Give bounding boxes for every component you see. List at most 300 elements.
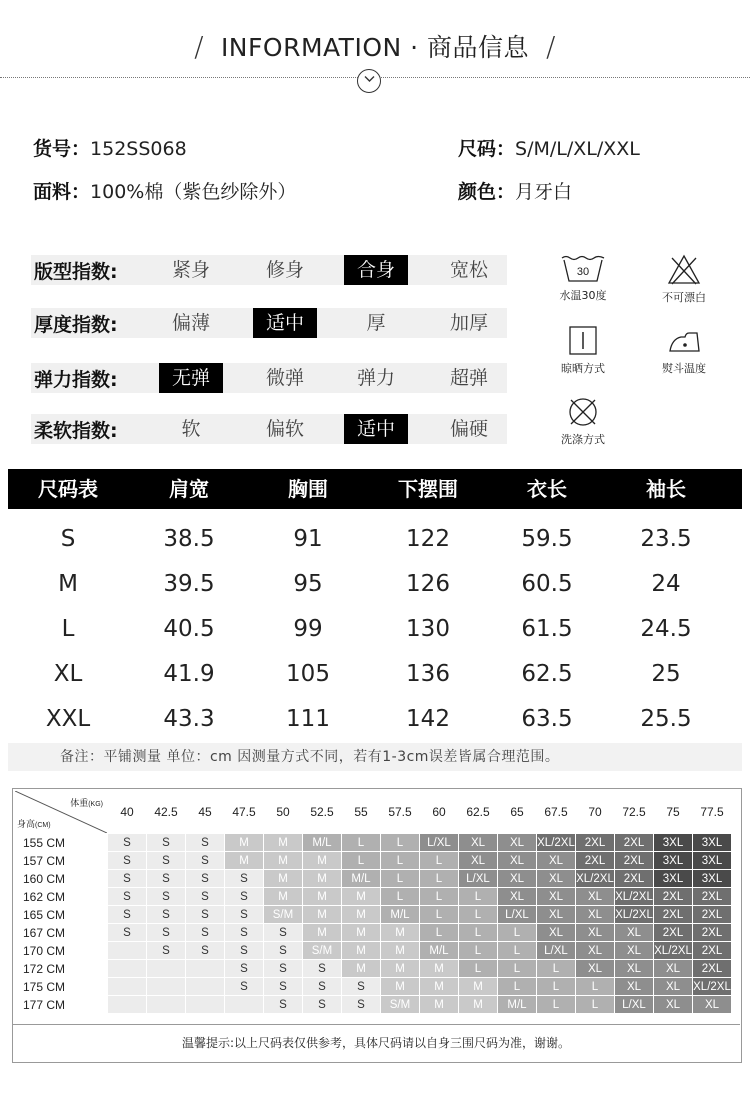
weight-header: 50 xyxy=(276,805,290,819)
fit-cell: M xyxy=(420,996,458,1013)
fit-cell: M xyxy=(225,834,263,851)
fit-cell: M xyxy=(303,888,341,905)
fit-cell: XL xyxy=(537,852,575,869)
fit-cell: L xyxy=(342,834,380,851)
height-label: 170 CM xyxy=(23,943,66,958)
weight-header: 62.5 xyxy=(466,805,490,819)
height-label: 165 CM xyxy=(23,907,66,922)
fit-cell: XL/2XL xyxy=(654,942,692,959)
color-label: 颜色： xyxy=(458,181,516,203)
fit-cell: M xyxy=(303,906,341,923)
size-table-cell: 41.9 xyxy=(163,661,215,687)
iron-icon xyxy=(667,325,701,357)
index-label: 柔软指数: xyxy=(34,420,118,442)
fit-cell: S xyxy=(186,834,224,851)
fit-cell: M xyxy=(381,942,419,959)
weight-header: 45 xyxy=(198,805,212,819)
fit-cell: S xyxy=(264,960,302,977)
page-title xyxy=(0,28,750,64)
fit-cell xyxy=(186,978,224,995)
measurement-note-text: 备注：平铺测量 单位：cm 因测量方式不同，若有1-3cm误差皆属合理范围。 xyxy=(60,749,560,765)
fit-cell: 2XL xyxy=(615,852,653,869)
fit-cell: S xyxy=(147,942,185,959)
weight-header: 67.5 xyxy=(544,805,568,819)
fit-cell: XL xyxy=(576,906,614,923)
fit-cell: S xyxy=(342,996,380,1013)
height-label: 160 CM xyxy=(23,871,66,886)
fit-cell: 2XL xyxy=(693,960,731,977)
index-row xyxy=(31,414,507,444)
fit-cell: XL xyxy=(576,924,614,941)
height-label: 157 CM xyxy=(23,853,66,868)
fit-cell: L xyxy=(342,852,380,869)
size-table-cell: 40.5 xyxy=(163,616,215,642)
fit-cell: L xyxy=(498,942,536,959)
item-number-label: 货号： xyxy=(33,138,91,160)
fit-cell: L xyxy=(459,888,497,905)
fit-cell: L xyxy=(498,960,536,977)
size-table-cell: 25 xyxy=(651,661,681,687)
fit-cell: L xyxy=(459,942,497,959)
size-table-cell: 62.5 xyxy=(521,661,573,687)
fit-cell: S xyxy=(264,996,302,1013)
fit-cell: L xyxy=(420,870,458,887)
fit-cell: L xyxy=(420,906,458,923)
care-wash xyxy=(543,254,623,303)
size-table-cell: S xyxy=(60,526,76,552)
size-header-cell: 胸围 xyxy=(288,477,328,501)
care-iron xyxy=(644,325,724,376)
fit-cell: M xyxy=(342,960,380,977)
fit-cell: M xyxy=(303,924,341,941)
fit-cell: S xyxy=(186,906,224,923)
size-table-cell: 111 xyxy=(286,706,330,732)
fit-cell: 2XL xyxy=(693,888,731,905)
fit-cell: M xyxy=(342,924,380,941)
fit-cell: XL xyxy=(615,960,653,977)
care-wash-method xyxy=(543,396,623,447)
fit-cell: S xyxy=(186,942,224,959)
index-option: 修身 xyxy=(265,259,304,281)
fit-chart-row xyxy=(15,996,731,1013)
fit-cell: L xyxy=(459,906,497,923)
size-table-cell: 142 xyxy=(406,706,450,732)
weight-header: 57.5 xyxy=(388,805,412,819)
fit-cell: S xyxy=(264,924,302,941)
fit-cell: L/XL xyxy=(498,906,536,923)
fit-cell: L xyxy=(381,888,419,905)
title-slash-right: / xyxy=(545,30,556,63)
fit-cell: M xyxy=(420,960,458,977)
fit-cell: XL/2XL xyxy=(615,888,653,905)
fit-cell xyxy=(186,996,224,1013)
fit-cell: 2XL xyxy=(615,834,653,851)
fit-cell: XL xyxy=(693,996,731,1013)
fit-cell xyxy=(108,960,146,977)
index-option: 加厚 xyxy=(449,312,488,334)
care-dry-label: 晾晒方式 xyxy=(561,362,605,375)
fit-cell xyxy=(147,978,185,995)
weight-header: 72.5 xyxy=(622,805,646,819)
size-header-cell: 尺码表 xyxy=(38,477,98,501)
fit-cell: L xyxy=(537,960,575,977)
fit-cell: S xyxy=(303,978,341,995)
fit-cell xyxy=(147,996,185,1013)
fit-cell: 3XL xyxy=(654,834,692,851)
weight-header: 60 xyxy=(432,805,446,819)
fit-chart-row xyxy=(15,870,731,887)
fit-cell: 2XL xyxy=(693,924,731,941)
fit-chart-row xyxy=(15,960,731,977)
fit-cell: S xyxy=(186,924,224,941)
fit-cell: XL xyxy=(459,834,497,851)
index-option: 超弹 xyxy=(449,367,488,389)
size-table-cell: 105 xyxy=(286,661,330,687)
size-table-cell: 63.5 xyxy=(521,706,573,732)
fit-cell: M xyxy=(342,942,380,959)
size-table-cell: 99 xyxy=(293,616,323,642)
fit-cell: S xyxy=(108,870,146,887)
size-table-cell: 122 xyxy=(406,526,450,552)
corner-weight-unit: (KG) xyxy=(88,801,103,808)
fit-cell: L xyxy=(576,978,614,995)
fit-cell: S xyxy=(186,852,224,869)
fit-cell: L/XL xyxy=(537,942,575,959)
weight-header: 70 xyxy=(588,805,602,819)
index-label: 弹力指数: xyxy=(34,369,118,391)
size-header-cell: 肩宽 xyxy=(169,477,209,501)
fit-cell: M xyxy=(225,852,263,869)
weight-header: 55 xyxy=(354,805,368,819)
fit-cell: S xyxy=(225,906,263,923)
size-table-header xyxy=(8,469,742,509)
fit-cell: L xyxy=(420,888,458,905)
fit-cell: S xyxy=(186,888,224,905)
size-table-cell: 24.5 xyxy=(640,616,692,642)
size-table-cell: 136 xyxy=(406,661,450,687)
fit-cell: 2XL xyxy=(654,924,692,941)
index-option: 微弹 xyxy=(265,367,304,389)
fit-cell: XL xyxy=(498,870,536,887)
index-option-selected: 适中 xyxy=(253,308,317,338)
color-info xyxy=(458,177,572,204)
fit-cell: 2XL xyxy=(693,906,731,923)
fit-cell xyxy=(108,942,146,959)
fit-cell: S xyxy=(147,924,185,941)
fit-chart-row xyxy=(15,906,731,923)
fit-cell: XL xyxy=(654,978,692,995)
fit-cell: L xyxy=(537,996,575,1013)
fit-cell: S xyxy=(225,924,263,941)
corner-weight xyxy=(70,796,103,809)
fit-chart-row xyxy=(15,888,731,905)
height-label: 167 CM xyxy=(23,925,66,940)
fit-cell: S xyxy=(303,960,341,977)
title-slash-left: / xyxy=(194,30,205,63)
size-table-cell: 95 xyxy=(293,571,323,597)
color-value: 月牙白 xyxy=(515,181,573,203)
fit-cell: 2XL xyxy=(576,852,614,869)
size-tip: 温馨提示:以上尺码表仅供参考，具体尺码请以自身三围尺码为准，谢谢。 xyxy=(12,1024,740,1062)
index-option-selected: 无弹 xyxy=(159,363,223,393)
corner-height xyxy=(17,817,51,830)
fit-cell: L xyxy=(498,978,536,995)
fit-cell: S xyxy=(264,942,302,959)
index-option: 偏软 xyxy=(265,418,304,440)
fabric-value: 100%棉（紫色纱除外） xyxy=(90,181,297,203)
fit-cell: M xyxy=(264,888,302,905)
fit-cell: L/XL xyxy=(420,834,458,851)
size-info xyxy=(458,134,640,161)
fit-cell: S xyxy=(225,960,263,977)
fabric-info xyxy=(33,177,296,204)
fit-cell: 2XL xyxy=(654,888,692,905)
size-header-cell: 衣长 xyxy=(527,477,567,501)
fit-cell: M xyxy=(381,960,419,977)
fit-cell xyxy=(186,960,224,977)
care-bleach-label: 不可漂白 xyxy=(662,291,706,304)
fit-chart-row xyxy=(15,852,731,869)
size-table-cell: 25.5 xyxy=(640,706,692,732)
fit-cell: XL xyxy=(654,996,692,1013)
index-option: 弹力 xyxy=(356,367,395,389)
care-dry xyxy=(543,325,623,376)
fit-cell: M/L xyxy=(498,996,536,1013)
fit-cell: L xyxy=(381,834,419,851)
fit-cell: S xyxy=(147,906,185,923)
fit-cell: 3XL xyxy=(693,852,731,869)
fit-chart-row xyxy=(15,834,731,851)
size-table-cell: M xyxy=(58,571,78,597)
fit-cell: L xyxy=(381,852,419,869)
fit-cell: XL xyxy=(576,888,614,905)
size-header-cell: 下摆围 xyxy=(398,477,458,501)
index-option-selected: 合身 xyxy=(344,255,408,285)
fit-cell: S xyxy=(108,834,146,851)
fit-cell: M xyxy=(381,924,419,941)
fit-cell: 2XL xyxy=(693,942,731,959)
index-option-selected: 适中 xyxy=(344,414,408,444)
fit-cell: XL xyxy=(498,888,536,905)
fit-cell: XL xyxy=(615,942,653,959)
fit-cell: XL/2XL xyxy=(537,834,575,851)
fit-cell: M/L xyxy=(342,870,380,887)
fit-cell: M xyxy=(342,906,380,923)
index-option: 软 xyxy=(181,418,201,440)
weight-header: 75 xyxy=(666,805,680,819)
size-header-cell: 袖长 xyxy=(646,477,686,501)
fit-cell: XL xyxy=(459,852,497,869)
fit-cell: S/M xyxy=(264,906,302,923)
fit-cell: S xyxy=(303,996,341,1013)
fit-cell: 3XL xyxy=(693,870,731,887)
fit-cell: S/M xyxy=(303,942,341,959)
fit-cell: XL xyxy=(654,960,692,977)
fit-cell: S xyxy=(147,870,185,887)
fit-chart-row xyxy=(15,942,731,959)
chevron-down-icon xyxy=(357,69,381,93)
fit-cell: S xyxy=(147,852,185,869)
size-table-cell: 130 xyxy=(406,616,450,642)
fit-cell: S xyxy=(186,870,224,887)
corner-height-text: 身高 xyxy=(17,819,36,829)
size-table-cell: 91 xyxy=(293,526,323,552)
fit-cell xyxy=(225,996,263,1013)
index-label: 厚度指数: xyxy=(34,314,118,336)
fit-cell: S xyxy=(225,942,263,959)
wash-temp-text: 30 xyxy=(576,266,590,278)
size-value: S/M/L/XL/XXL xyxy=(515,138,640,160)
fit-cell: XL xyxy=(615,978,653,995)
fit-cell: L xyxy=(459,924,497,941)
fit-cell xyxy=(108,978,146,995)
size-table-cell: 43.3 xyxy=(163,706,215,732)
height-label: 175 CM xyxy=(23,979,66,994)
fit-cell: M xyxy=(303,870,341,887)
fit-cell: S/M xyxy=(381,996,419,1013)
fit-chart-header-row xyxy=(15,791,731,833)
fit-cell: L/XL xyxy=(615,996,653,1013)
fit-cell: XL xyxy=(537,888,575,905)
fit-cell: S xyxy=(342,978,380,995)
item-number xyxy=(33,134,187,161)
fit-cell: M/L xyxy=(303,834,341,851)
no-bleach-icon xyxy=(667,254,701,286)
fit-cell: XL xyxy=(498,834,536,851)
fit-cell: XL xyxy=(615,924,653,941)
size-table-cell: 23.5 xyxy=(640,526,692,552)
fit-cell: S xyxy=(147,834,185,851)
fit-cell: S xyxy=(147,888,185,905)
fit-cell: XL xyxy=(537,924,575,941)
fit-cell: M/L xyxy=(381,906,419,923)
weight-header: 47.5 xyxy=(232,805,256,819)
index-row xyxy=(31,363,507,393)
index-option: 偏硬 xyxy=(449,418,488,440)
size-table-cell: 59.5 xyxy=(521,526,573,552)
fit-cell: L xyxy=(420,852,458,869)
index-row xyxy=(31,308,507,338)
fit-cell: XL/2XL xyxy=(693,978,731,995)
fit-cell: L xyxy=(576,996,614,1013)
height-label: 172 CM xyxy=(23,961,66,976)
fit-cell: XL xyxy=(576,960,614,977)
size-table-cell: 38.5 xyxy=(163,526,215,552)
item-number-value: 152SS068 xyxy=(90,138,187,160)
care-bleach xyxy=(644,254,724,305)
weight-header: 77.5 xyxy=(700,805,724,819)
fit-cell: XL xyxy=(537,870,575,887)
fit-cell: M xyxy=(264,870,302,887)
fit-cell: S xyxy=(225,870,263,887)
height-label: 162 CM xyxy=(23,889,66,904)
fit-cell: S xyxy=(225,888,263,905)
fit-cell: S xyxy=(108,852,146,869)
fit-cell: S xyxy=(108,888,146,905)
size-table-cell: XL xyxy=(53,661,83,687)
fit-cell: XL xyxy=(498,852,536,869)
fit-cell xyxy=(147,960,185,977)
size-label: 尺码： xyxy=(458,138,516,160)
fit-chart-row xyxy=(15,978,731,995)
fit-cell: M xyxy=(264,834,302,851)
care-iron-label: 熨斗温度 xyxy=(662,362,706,375)
fit-cell: M xyxy=(264,852,302,869)
fit-cell: L xyxy=(498,924,536,941)
fit-cell: L xyxy=(381,870,419,887)
size-table-cell: XXL xyxy=(45,706,91,732)
index-label: 版型指数: xyxy=(34,261,118,283)
fit-cell: M xyxy=(459,978,497,995)
weight-header: 52.5 xyxy=(310,805,334,819)
fit-chart-corner xyxy=(15,791,107,833)
care-wash-method-label: 洗涤方式 xyxy=(561,433,605,446)
weight-header: 40 xyxy=(120,805,134,819)
index-row xyxy=(31,255,507,285)
fit-cell: 3XL xyxy=(654,852,692,869)
size-table-cell: 61.5 xyxy=(521,616,573,642)
fit-cell: S xyxy=(108,906,146,923)
fit-cell: S xyxy=(108,924,146,941)
fit-cell: XL/2XL xyxy=(615,906,653,923)
line-dry-icon xyxy=(568,325,598,357)
size-table-cell: 39.5 xyxy=(163,571,215,597)
fit-cell: M/L xyxy=(420,942,458,959)
fit-cell: S xyxy=(225,978,263,995)
weight-header: 65 xyxy=(510,805,524,819)
fit-cell xyxy=(108,996,146,1013)
fit-cell: 2XL xyxy=(615,870,653,887)
height-label: 177 CM xyxy=(23,997,66,1012)
fit-cell: 2XL xyxy=(576,834,614,851)
index-option: 紧身 xyxy=(171,259,210,281)
fit-cell: M xyxy=(303,852,341,869)
fit-cell: 2XL xyxy=(654,906,692,923)
measurement-note xyxy=(8,743,742,771)
fit-cell: L xyxy=(537,978,575,995)
fit-cell: 3XL xyxy=(654,870,692,887)
corner-weight-text: 体重 xyxy=(70,798,89,808)
no-dry-clean-icon xyxy=(567,396,599,428)
wash-30-icon xyxy=(560,254,606,284)
care-wash-label: 水温30度 xyxy=(559,289,607,302)
fit-cell: XL xyxy=(576,942,614,959)
fit-cell: M xyxy=(342,888,380,905)
size-table-cell: 24 xyxy=(651,571,681,597)
fit-cell: XL xyxy=(537,906,575,923)
fit-cell: L/XL xyxy=(459,870,497,887)
title-text: INFORMATION · 商品信息 xyxy=(220,33,530,62)
size-table-cell: 126 xyxy=(406,571,450,597)
fit-cell: XL/2XL xyxy=(576,870,614,887)
fit-chart-table xyxy=(14,790,732,1014)
fit-cell: 3XL xyxy=(693,834,731,851)
fit-cell: S xyxy=(264,978,302,995)
corner-height-unit: (CM) xyxy=(35,822,51,829)
index-option: 厚 xyxy=(366,312,386,334)
fabric-label: 面料： xyxy=(33,181,91,203)
fit-cell: M xyxy=(459,996,497,1013)
fit-cell: M xyxy=(420,978,458,995)
height-label: 155 CM xyxy=(23,835,66,850)
fit-cell: L xyxy=(459,960,497,977)
fit-cell: L xyxy=(420,924,458,941)
size-table-cell: L xyxy=(61,616,75,642)
index-option: 偏薄 xyxy=(171,312,210,334)
fit-chart-row xyxy=(15,924,731,941)
weight-header: 42.5 xyxy=(154,805,178,819)
fit-cell: M xyxy=(381,978,419,995)
